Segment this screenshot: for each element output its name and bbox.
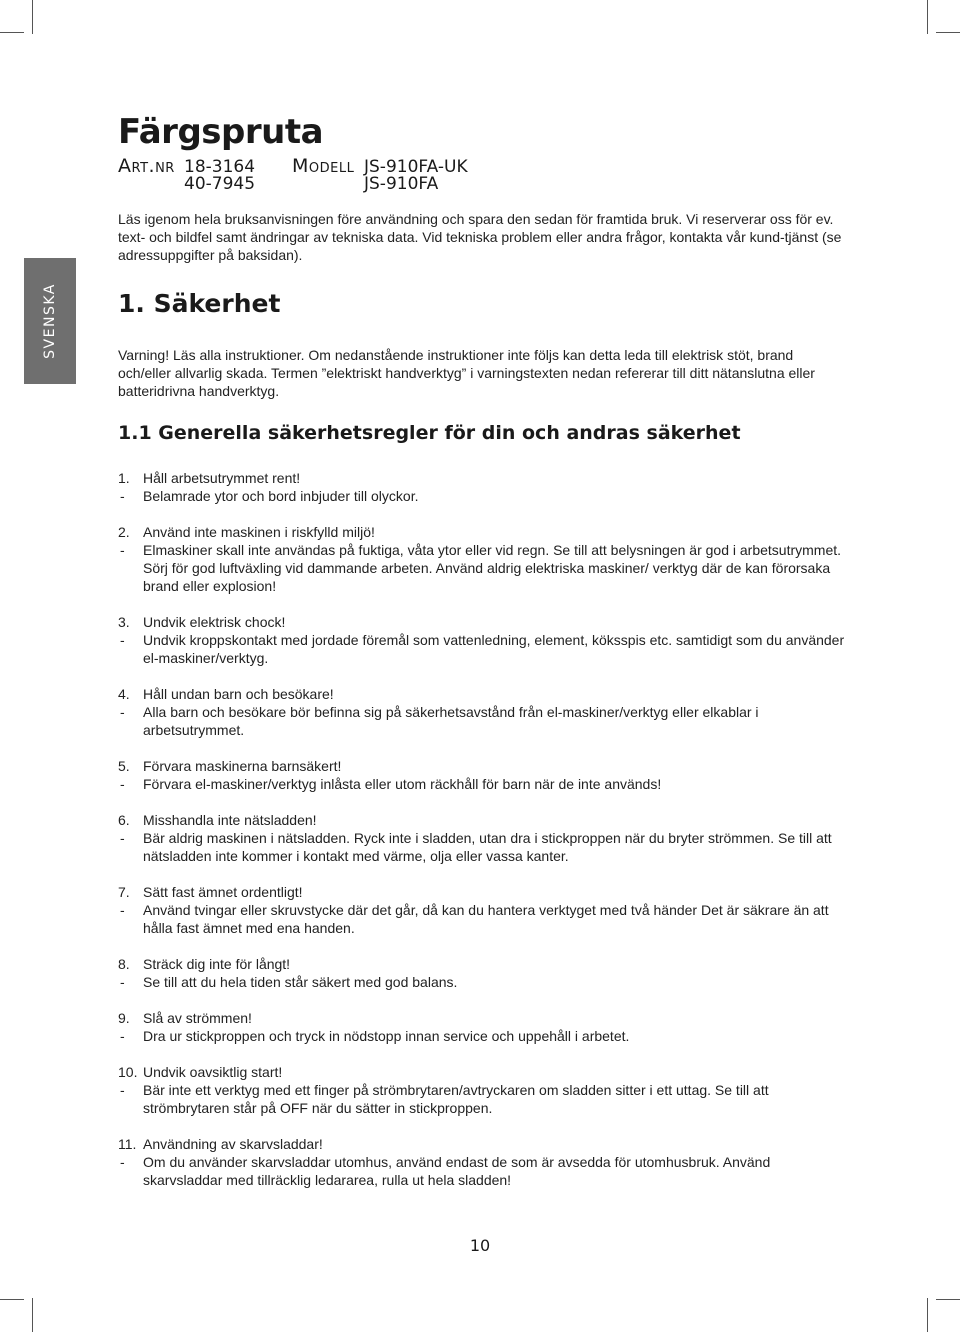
crop-mark — [936, 32, 960, 33]
rule-number: 3. — [118, 614, 130, 630]
rule-title: Håll arbetsutrymmet rent! — [143, 470, 301, 486]
rule-dash: - — [120, 704, 125, 720]
rule-dash: - — [120, 974, 125, 990]
safety-rule — [118, 1135, 848, 1189]
rule-number: 1. — [118, 470, 130, 486]
rule-dash: - — [120, 1154, 125, 1170]
safety-rule — [118, 469, 848, 505]
model-number: JS-910FA-UK — [364, 157, 468, 177]
rule-dash: - — [120, 902, 125, 918]
safety-rule — [118, 757, 848, 793]
rule-text: Använd tvingar eller skruvstycke där det går, då kan du hantera verktyget med två händer Det är säkrare än att hålla fast ämnet med ena handen. — [143, 902, 829, 936]
rule-title: Undvik elektrisk chock! — [143, 614, 286, 630]
intro-paragraph: Läs igenom hela bruksanvisningen före användning och spara den sedan för framtida bruk. Vi reserverar oss för ev. text- och bildfel samt ändringar av tekniska data. Vid tekniska problem eller andra frågor, kontakta vår kund-tjänst (se adressuppgifter på baksidan). — [118, 211, 842, 263]
language-label: SVENSKA — [42, 283, 58, 359]
safety-rule — [118, 523, 848, 595]
rule-dash: - — [120, 488, 125, 504]
rule-number: 11. — [118, 1136, 137, 1152]
crop-mark — [936, 1299, 960, 1300]
safety-rule — [118, 613, 848, 667]
rule-dash: - — [120, 1028, 125, 1044]
section-heading: 1. Säkerhet — [118, 289, 281, 318]
rule-text: Bär inte ett verktyg med ett finger på strömbrytaren/avtryckaren om sladden sitter i ett uttag. Se till att strömbrytaren står på OFF när du sätter in stickproppen. — [143, 1082, 769, 1116]
model-number: JS-910FA — [364, 174, 439, 194]
language-side-tab — [24, 258, 76, 384]
rule-dash: - — [120, 776, 125, 792]
rule-number: 7. — [118, 884, 130, 900]
rule-title: Slå av strömmen! — [143, 1010, 252, 1026]
page-number: 10 — [469, 1236, 491, 1255]
rule-text: Undvik kroppskontakt med jordade föremål som vattenledning, element, köksspis etc. samtidigt som du använder el-maskiner/verktyg. — [143, 632, 845, 666]
rule-title: Sätt fast ämnet ordentligt! — [143, 884, 303, 900]
crop-mark — [927, 1298, 928, 1332]
rule-number: 5. — [118, 758, 130, 774]
art-number: 18-3164 — [184, 157, 256, 177]
rule-title: Använd inte maskinen i riskfylld miljö! — [143, 524, 375, 540]
rule-dash: - — [120, 542, 125, 558]
product-meta — [118, 155, 468, 193]
rule-number: 2. — [118, 524, 130, 540]
rule-text: Förvara el-maskiner/verktyg inlåsta eller utom räckhåll för barn när de inte används! — [143, 776, 662, 792]
crop-mark — [0, 32, 24, 33]
crop-mark — [32, 1298, 33, 1332]
safety-rule — [118, 811, 848, 865]
crop-mark — [32, 0, 33, 34]
rule-text: Se till att du hela tiden står säkert med god balans. — [143, 974, 458, 990]
rule-title: Sträck dig inte för långt! — [143, 956, 291, 972]
safety-rule — [118, 883, 848, 937]
rule-number: 8. — [118, 956, 130, 972]
safety-rule — [118, 1063, 848, 1117]
rule-title: Användning av skarvsladdar! — [143, 1136, 323, 1152]
rule-text: Elmaskiner skall inte användas på fuktiga, våta ytor eller vid regn. Se till att belysningen är god i arbetsutrymmet. Sörj för god luftväxling vid dammande arbeten. Använd aldrig elektriska maskiner/ verktyg där de kan förorsaka brand eller explosion! — [143, 542, 842, 594]
rule-dash: - — [120, 1082, 125, 1098]
rule-number: 4. — [118, 686, 130, 702]
rule-title: Håll undan barn och besökare! — [143, 686, 334, 702]
rule-number: 6. — [118, 812, 130, 828]
rule-text: Bär aldrig maskinen i nätsladden. Ryck inte i sladden, utan dra i stickproppen när du bryter strömmen. Se till att nätsladden inte kommer i kontakt med värme, olja eller vassa kanter. — [143, 830, 832, 864]
subsection-heading: 1.1 Generella säkerhetsregler för din och andras säkerhet — [118, 422, 741, 444]
rule-dash: - — [120, 830, 125, 846]
art-number-label: Art.nr — [118, 155, 175, 177]
rule-title: Förvara maskinerna barnsäkert! — [143, 758, 342, 774]
rule-text: Alla barn och besökare bör befinna sig på säkerhetsavstånd från el-maskiner/verktyg eller elkablar i arbetsutrymmet. — [143, 704, 759, 738]
safety-rule — [118, 685, 848, 739]
crop-mark — [0, 1299, 24, 1300]
crop-mark — [927, 0, 928, 34]
warning-paragraph: Varning! Läs alla instruktioner. Om nedanstående instruktioner inte följs kan detta leda till elektrisk stöt, brand och/eller allvarlig skada. Termen ”elektriskt handverktyg” i varningstexten nedan refererar till ditt nätanslutna eller batteridrivna handverktyg. — [118, 347, 815, 399]
rule-text: Dra ur stickproppen och tryck in nödstopp innan service och uppehåll i arbetet. — [143, 1028, 630, 1044]
safety-rule — [118, 1009, 848, 1045]
safety-rules-list — [118, 469, 848, 1207]
page-title: Färgspruta — [118, 112, 324, 152]
rule-title: Undvik oavsiktlig start! — [143, 1064, 283, 1080]
art-number: 40-7945 — [184, 174, 256, 194]
rule-number: 10. — [118, 1064, 138, 1080]
rule-number: 9. — [118, 1010, 130, 1026]
rule-text: Om du använder skarvsladdar utomhus, använd endast de som är avsedda för utomhusbruk. Använd skarvsladdar med tillräcklig ledararea, rulla ut hela sladden! — [143, 1154, 771, 1188]
safety-rule — [118, 955, 848, 991]
rule-text: Belamrade ytor och bord inbjuder till olyckor. — [143, 488, 419, 504]
rule-title: Misshandla inte nätsladden! — [143, 812, 317, 828]
rule-dash: - — [120, 632, 125, 648]
model-label: Modell — [292, 155, 355, 177]
